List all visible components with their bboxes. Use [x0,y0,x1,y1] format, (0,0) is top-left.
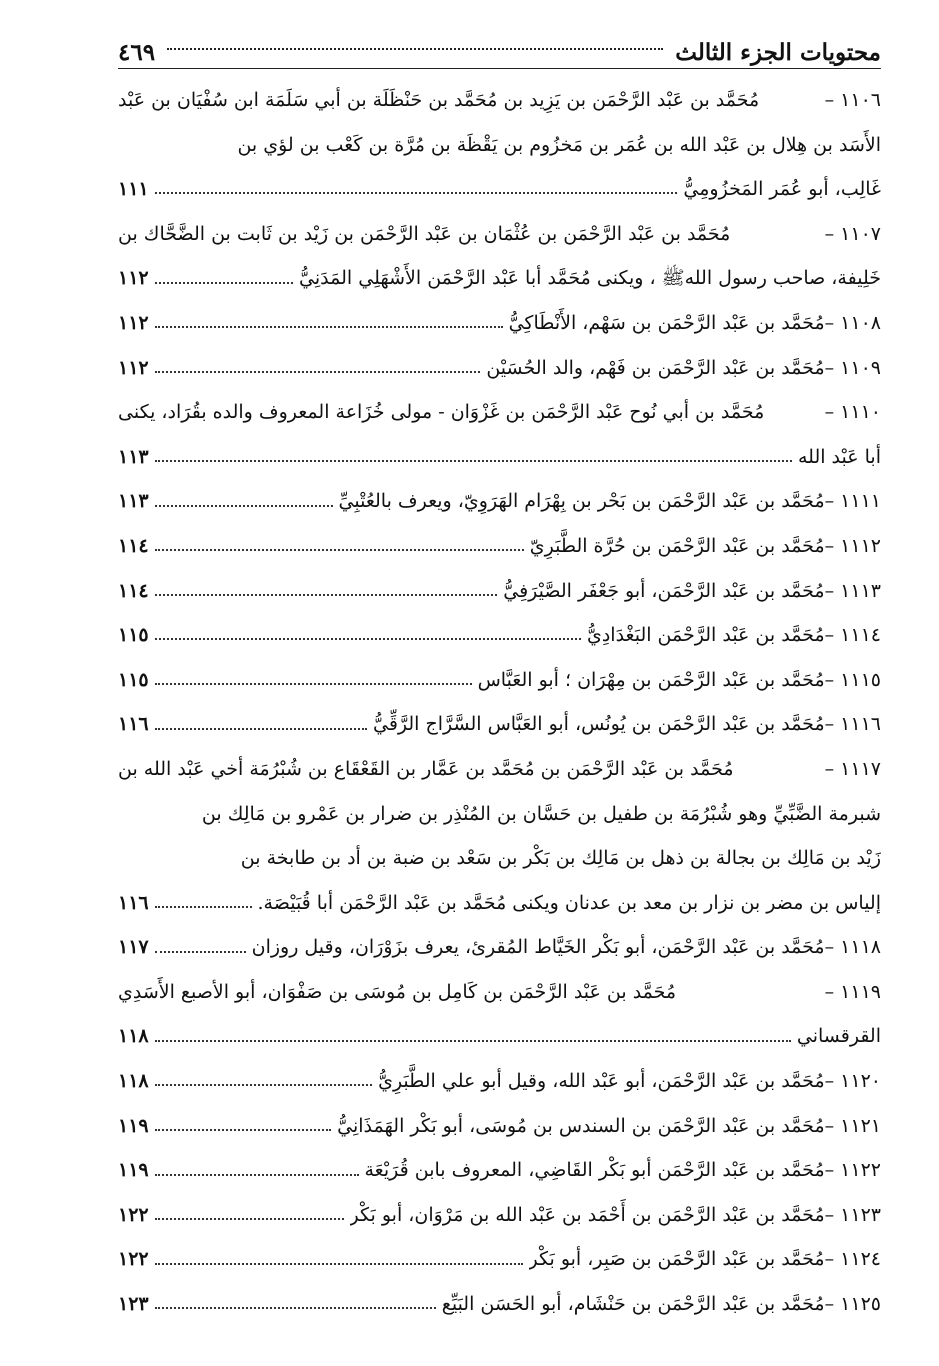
leader-dots [155,683,472,685]
entry-line [118,524,881,569]
leader-dots [155,549,524,551]
entry-text: مُحَمَّد بن عَبْد الرَّحْمَن، أبو عَبْد الله، وقيل أبو علي الطَّبَرِيُّ [378,1070,825,1093]
entry-page-number: ١١٤ [118,579,149,602]
entry-text: مُحَمَّد بن عَبْد الرَّحْمَن بن يَزِيد بن مُحَمَّد بن حَنْظَلَة بن أبي سَلَمَة ابن سُفْيَان بن عَبْد [118,89,760,111]
entry-line [118,925,881,970]
entry-text: مُحَمَّد بن عَبْد الرَّحْمَن البَغْدَادِيُّ [586,624,825,647]
entry-text: خَلِيفة، صاحب رسول اللهﷺ ، ويكنى مُحَمَّد أبا عَبْد الرَّحْمَن الأَشْهَلِي المَدَنِيُّ [299,267,881,290]
entry-line [118,836,881,881]
leader-dots [155,638,581,640]
entry-page-number: ١١٢ [118,356,149,379]
entry-text: مُحَمَّد بن عَبْد الرَّحْمَن بن مِهْرَان ؛ أبو العَبَّاس [477,668,825,691]
entry-number: ١١٢٢ – [824,1159,881,1182]
entry-line [118,970,881,1015]
entry-line [118,123,881,168]
entry-page-number: ١١٨ [118,1025,149,1048]
entry-page-number: ١١٣ [118,490,149,513]
entry-number: ١١٢٣ – [824,1203,881,1226]
entry-number: ١١٠٦ – [824,89,881,111]
entry-line [118,702,881,747]
entry-text: مُحَمَّد بن عَبْد الرَّحْمَن بن حُرَّة الطَّبَرِيّ [529,534,825,557]
entry-number: ١١١٦ – [824,713,881,736]
entry-line [118,1014,881,1059]
entry-line [118,346,881,391]
index-entry [118,658,881,703]
entry-number: ١١٠٨ – [824,311,881,334]
leader-dots [155,460,792,462]
leader-dots [155,1129,332,1131]
entry-text: مُحَمَّد بن عَبْد الرَّحْمَن بن كَامِل بن مُوسَى بن صَفْوَان، أبو الأصبع الأَسَدِي [118,980,677,1003]
entry-line [118,1104,881,1149]
entry-page-number: ١١٥ [118,624,149,647]
index-entry [118,479,881,524]
entry-number: ١١١٠ – [824,401,881,424]
leader-dots [155,326,503,328]
entry-text: مُحَمَّد بن عَبْد الرَّحْمَن بن بَحْر بن بِهْرَام الهَرَوِيّ، ويعرف بالعُتْبِيِّ [338,490,825,513]
leader-dots [155,1040,791,1042]
index-entry [118,301,881,346]
index-entry [118,970,881,1059]
leader-dots [155,1307,436,1309]
entry-number: ١١١١ – [824,490,881,513]
entry-line [118,479,881,524]
entry-number: ١١٠٩ – [824,356,881,379]
entry-page-number: ١١٣ [118,445,149,468]
leader-dots [155,505,333,507]
entry-text: مُحَمَّد بن عَبْد الرَّحْمَن بن صَبِر، أبو بَكْر [528,1248,825,1271]
entry-text: مُحَمَّد بن عَبْد الرَّحْمَن بن حَنْشَام، أبو الحَسَن البَيِّع [441,1293,825,1316]
entry-line [118,435,881,480]
entry-page-number: ١١١ [118,178,149,201]
entry-line [118,1059,881,1104]
leader-dots [155,1174,359,1176]
entry-text: مُحَمَّد بن عَبْد الرَّحْمَن بن مُحَمَّد بن عَمَّار بن القَعْقَاع بن شُبْرُمَة أخي عَبْد الله بن [118,757,734,780]
index-entry [118,569,881,614]
index-entry [118,1237,881,1282]
entry-page-number: ١١٢ [118,267,149,290]
index-entry [118,1193,881,1238]
leader-dots [155,906,252,908]
index-entry [118,212,881,301]
entry-number: ١١١٥ – [824,668,881,691]
index-entry [118,1282,881,1327]
header-leader-dots [167,48,663,50]
entry-line [118,792,881,837]
entry-text: القرقساني [796,1025,881,1048]
entry-line [118,390,881,435]
leader-dots [155,728,367,730]
entry-line [118,1193,881,1238]
index-entry [118,524,881,569]
leader-dots [155,1263,523,1265]
entry-line [118,78,881,123]
entry-page-number: ١٢٢ [118,1248,149,1271]
entry-page-number: ١٢٣ [118,1293,149,1316]
entry-page-number: ١٢٢ [118,1203,149,1226]
entry-text: مُحَمَّد بن عَبْد الرَّحْمَن أبو بَكْر القَاضِي، المعروف بابن قُرَيْعَة [364,1159,825,1182]
entry-text: مُحَمَّد بن عَبْد الرَّحْمَن بن عُثْمَان بن عَبْد الرَّحْمَن بن زَيْد بن ثَابت بن الضَّحَّاك بن [118,222,731,245]
entry-text: مُحَمَّد بن عَبْد الرَّحْمَن، أبو بَكْر الخَيَّاط المُقرئ، يعرف بزَوْرَان، وقيل روزان [251,936,825,959]
entry-line [118,167,881,212]
leader-dots [155,1218,344,1220]
entry-number: ١١١٩ – [824,980,881,1003]
entry-page-number: ١١٩ [118,1114,149,1137]
entry-text: مُحَمَّد بن عَبْد الرَّحْمَن بن يُونُس، أبو العَبَّاس السَّرَّاج الرَّقِّيُّ [372,713,825,736]
entry-number: ١١٢٤ – [824,1248,881,1271]
entry-number: ١١١٧ – [824,757,881,780]
index-entries [118,78,881,1327]
header-title: محتويات الجزء الثالث [675,39,881,66]
entry-text: أبا عَبْد الله [797,445,881,468]
index-entry [118,390,881,479]
entry-line [118,881,881,926]
entry-page-number: ١١٤ [118,534,149,557]
entry-line [118,1237,881,1282]
entry-page-number: ١١٨ [118,1070,149,1093]
entry-number: ١١٢١ – [824,1114,881,1137]
index-entry [118,78,881,212]
index-entry [118,1104,881,1149]
leader-dots [155,1084,372,1086]
entry-line [118,301,881,346]
index-entry [118,613,881,658]
index-entry [118,346,881,391]
entry-number: ١١٠٧ – [824,222,881,245]
entry-number: ١١٢٠ – [824,1070,881,1093]
entry-text: مُحَمَّد بن عَبْد الرَّحْمَن بن سَهْم، الأَنْطَاكِيُّ [508,311,825,334]
entry-page-number: ١١٧ [118,936,149,959]
entry-text: شبرمة الضَّبِّيِّ وهو شُبْرُمَة بن طفيل بن حَسَّان بن المُنْذِر بن ضرار بن عَمْرو بن مَالِك بن [201,802,881,825]
entry-number: ١١٢٥ – [824,1293,881,1316]
index-entry [118,747,881,925]
entry-text: إلياس بن مضر بن نزار بن معد بن عدنان ويكنى مُحَمَّد بن عَبْد الرَّحْمَن أبا قُبَيْصَة. [257,891,881,914]
entry-line [118,1148,881,1193]
leader-dots [155,282,293,284]
entry-text: غَالِب، أبو عُمَر المَخزُومِيُّ [683,178,881,201]
entry-page-number: ١١٢ [118,311,149,334]
leader-dots [155,951,246,953]
index-entry [118,702,881,747]
entry-number: ١١١٢ – [824,534,881,557]
entry-number: ١١١٤ – [824,624,881,647]
entry-text: مُحَمَّد بن عَبْد الرَّحْمَن بن فَهْم، والد الحُسَيْن [486,356,825,379]
leader-dots [155,594,498,596]
entry-text: مُحَمَّد بن أبي نُوح عَبْد الرَّحْمَن بن غَزْوَان - مولى خُزَاعة المعروف والده بقُرَاد، يكنى [118,401,765,424]
entry-line [118,212,881,257]
entry-page-number: ١١٩ [118,1159,149,1182]
header-page-number: ٤٦٩ [118,39,156,66]
index-entry [118,1148,881,1193]
entry-text: مُحَمَّد بن عَبْد الرَّحْمَن بن أَحْمَد بن عَبْد الله بن مَرْوَان، أبو بَكْر [349,1203,825,1226]
index-entry [118,925,881,970]
entry-line [118,658,881,703]
page-header [118,32,881,69]
entry-line [118,613,881,658]
index-entry [118,1059,881,1104]
entry-page-number: ١١٦ [118,891,149,914]
leader-dots [155,371,481,373]
entry-text: الأَسَد بن هِلال بن عَبْد الله بن عُمَر بن مَخزُوم بن يَقْظَة بن مُرَّة بن كَعْب بن لؤي بن [237,133,881,156]
entry-line [118,569,881,614]
entry-number: ١١١٨ – [824,936,881,959]
entry-line [118,256,881,301]
entry-page-number: ١١٥ [118,668,149,691]
entry-page-number: ١١٦ [118,713,149,736]
leader-dots [155,192,678,194]
entry-text: زَيْد بن مَالِك بن بجالة بن ذهل بن مَالِك بن بَكْر بن سَعْد بن ضبة بن أد بن طابخة بن [240,847,881,870]
entry-number: ١١١٣ – [824,579,881,602]
entry-line [118,1282,881,1327]
entry-text: مُحَمَّد بن عَبْد الرَّحْمَن بن السندس بن مُوسَى، أبو بَكْر الهَمَذَانِيُّ [337,1114,825,1137]
entry-line [118,747,881,792]
entry-text: مُحَمَّد بن عَبْد الرَّحْمَن، أبو جَعْفَر الصَّيْرَفِيُّ [503,579,825,602]
